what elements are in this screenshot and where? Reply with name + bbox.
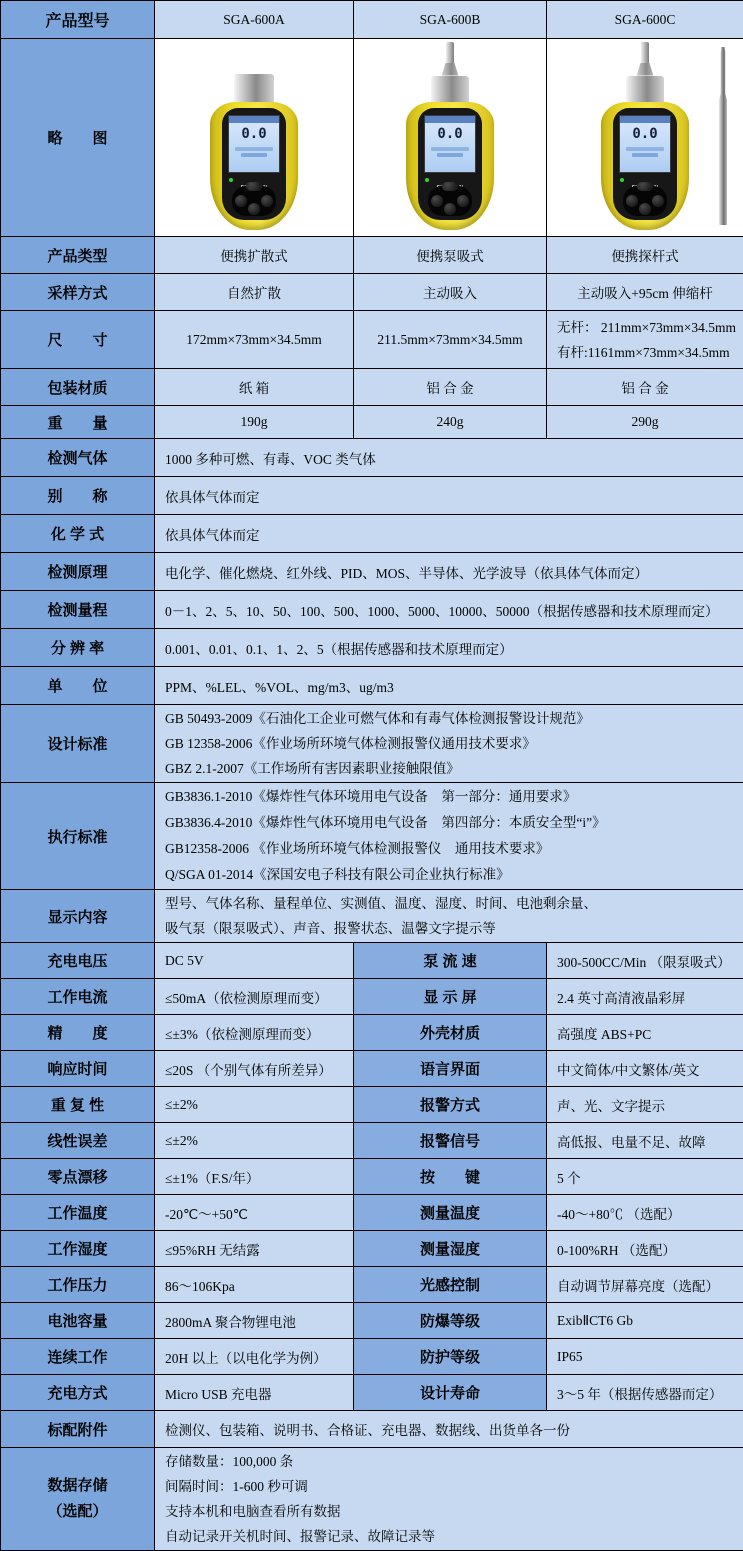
cell-sga-600b: 主动吸入 xyxy=(354,274,547,311)
row-label: 分 辨 率 xyxy=(1,629,155,667)
spec-row xyxy=(1,1267,743,1303)
row-label: 标配附件 xyxy=(1,1411,155,1448)
spec-label: 光感控制 xyxy=(354,1267,547,1303)
row-value: 1000 多种可燃、有毒、VOC 类气体 xyxy=(155,439,743,477)
spec-label: 工作电流 xyxy=(1,979,155,1015)
spec-label: 精 度 xyxy=(1,1015,155,1051)
spec-label: 显 示 屏 xyxy=(354,979,547,1015)
sketch-row xyxy=(1,39,743,237)
table-row-data-storage xyxy=(1,1448,743,1551)
sensor-cap xyxy=(431,76,469,104)
table-row-sampling xyxy=(1,274,743,311)
spec-label: 充电电压 xyxy=(1,943,155,979)
screen-titlebar xyxy=(229,116,279,123)
row-value: 依具体气体而定 xyxy=(155,477,743,515)
spec-value: 20H 以上（以电化学为例） xyxy=(155,1339,354,1375)
spec-label: 电池容量 xyxy=(1,1303,155,1339)
spec-value: Micro USB 充电器 xyxy=(155,1375,354,1411)
right-button-icon xyxy=(457,195,469,207)
spec-row xyxy=(1,979,743,1015)
device-screen xyxy=(619,115,671,173)
standard-line: GB12358-2006 《作业场所环境气体检测报警仪 通用技术要求》 xyxy=(165,836,737,862)
row-label: 产品类型 xyxy=(1,237,155,274)
model-name-sga-600c: SGA-600C xyxy=(547,1,743,39)
storage-label-line: 数据存储 xyxy=(2,1473,153,1499)
spec-value: 0-100%RH （选配） xyxy=(547,1231,743,1267)
spec-value: 自动调节屏幕亮度（选配） xyxy=(547,1267,743,1303)
cell-sga-600a: 172mm×73mm×34.5mm xyxy=(155,311,354,369)
screen-info-row xyxy=(241,153,267,157)
spec-value: 5 个 xyxy=(547,1159,743,1195)
spec-label: 重 复 性 xyxy=(1,1087,155,1123)
screen-info-row xyxy=(437,153,463,157)
row-value: 0－1、2、5、10、50、100、500、1000、5000、10000、50000（根据传感器和技术原理而定） xyxy=(155,591,743,629)
cell-sga-600c: 主动吸入+95cm 伸缩杆 xyxy=(547,274,743,311)
row-label: 检测气体 xyxy=(1,439,155,477)
row-label: 执行标准 xyxy=(1,783,155,890)
screen-info-row xyxy=(235,147,273,151)
sketch-cell-sga-600b xyxy=(354,39,547,237)
device-buttons xyxy=(623,186,667,216)
screen-reading: 0.0 xyxy=(620,123,670,145)
spec-label: 测量湿度 xyxy=(354,1231,547,1267)
spec-value: 高强度 ABS+PC xyxy=(547,1015,743,1051)
menu-button-icon xyxy=(637,182,653,191)
enter-button-icon xyxy=(444,203,456,215)
spec-label: 工作湿度 xyxy=(1,1231,155,1267)
device-body xyxy=(601,102,689,230)
table-row-accessories xyxy=(1,1411,743,1448)
power-led xyxy=(425,178,429,182)
spec-value: ≤±1%（F.S/年） xyxy=(155,1159,354,1195)
spec-value: 86～106Kpa xyxy=(155,1267,354,1303)
standard-line: GB 12358-2006《作业场所环境气体检测报警仪通用技术要求》 xyxy=(165,731,737,756)
table-row-resolution xyxy=(1,629,743,667)
device-body xyxy=(406,102,494,230)
row-value xyxy=(155,890,743,943)
table-row-display-content xyxy=(1,890,743,943)
menu-button-icon xyxy=(246,182,262,191)
probe-cone xyxy=(438,63,462,76)
row-label: 包装材质 xyxy=(1,369,155,406)
cell-sga-600c: 铝 合 金 xyxy=(547,369,743,406)
enter-button-icon xyxy=(639,203,651,215)
product-image-sga-600a xyxy=(193,42,315,234)
cell-sga-600c: 290g xyxy=(547,406,743,439)
cell-sga-600a: 自然扩散 xyxy=(155,274,354,311)
standard-line: GBZ 2.1-2007《工作场所有害因素职业接触限值》 xyxy=(165,756,737,781)
spec-label: 测量温度 xyxy=(354,1195,547,1231)
spec-row xyxy=(1,1375,743,1411)
row-label: 单 位 xyxy=(1,667,155,705)
standard-line: GB3836.4-2010《爆炸性气体环境用电气设备 第四部分：本质安全型“i”》 xyxy=(165,810,737,836)
left-button-icon xyxy=(626,195,638,207)
table-row-design-standard xyxy=(1,705,743,783)
row-value: 检测仪、包装箱、说明书、合格证、充电器、数据线、出货单各一份 xyxy=(155,1411,743,1448)
sensor-cap xyxy=(234,74,274,104)
storage-label-line: （选配） xyxy=(2,1499,153,1525)
spec-label: 防护等级 xyxy=(354,1339,547,1375)
spec-label: 语言界面 xyxy=(354,1051,547,1087)
dimension-without-rod: 无杆： 211mm×73mm×34.5mm xyxy=(557,315,737,340)
dimension-with-rod: 有杆:1161mm×73mm×34.5mm xyxy=(557,340,737,365)
row-label xyxy=(1,1448,155,1551)
spec-value: 3～5 年（根据传感器而定） xyxy=(547,1375,743,1411)
spec-label: 充电方式 xyxy=(1,1375,155,1411)
spec-value: 2800mA 聚合物锂电池 xyxy=(155,1303,354,1339)
spec-label: 线性误差 xyxy=(1,1123,155,1159)
screen-info-row xyxy=(632,153,658,157)
right-button-icon xyxy=(261,195,273,207)
standard-line: Q/SGA 01-2014《深国安电子科技有限公司企业执行标准》 xyxy=(165,862,737,888)
row-label: 检测量程 xyxy=(1,591,155,629)
table-row-detection-principle xyxy=(1,553,743,591)
cell-sga-600b: 240g xyxy=(354,406,547,439)
table-row-product-type xyxy=(1,237,743,274)
spec-value: ExibⅡCT6 Gb xyxy=(547,1303,743,1339)
cell-sga-600c: 便携探杆式 xyxy=(547,237,743,274)
row-label: 尺 寸 xyxy=(1,311,155,369)
spec-value: 2.4 英寸高清液晶彩屏 xyxy=(547,979,743,1015)
table-row-executive-standard xyxy=(1,783,743,890)
table-row-detected-gas xyxy=(1,439,743,477)
table-row-chemical-formula xyxy=(1,515,743,553)
spec-row xyxy=(1,1051,743,1087)
storage-line: 存储数量：100,000 条 xyxy=(165,1449,737,1474)
screen-titlebar xyxy=(620,116,670,123)
power-led xyxy=(229,178,233,182)
table-row-dimensions xyxy=(1,311,743,369)
row-value: 电化学、催化燃烧、红外线、PID、MOS、半导体、光学波导（依具体气体而定） xyxy=(155,553,743,591)
table-row-packing xyxy=(1,369,743,406)
spec-label: 报警方式 xyxy=(354,1087,547,1123)
spec-value: -20℃～+50℃ xyxy=(155,1195,354,1231)
model-name-sga-600b: SGA-600B xyxy=(354,1,547,39)
probe-cone xyxy=(633,63,657,76)
spec-value: IP65 xyxy=(547,1339,743,1375)
spec-value: ≤±3%（依检测原理而变） xyxy=(155,1015,354,1051)
cell-sga-600b: 铝 合 金 xyxy=(354,369,547,406)
spec-label: 零点漂移 xyxy=(1,1159,155,1195)
spec-row xyxy=(1,1159,743,1195)
spec-row xyxy=(1,1303,743,1339)
spec-label: 连续工作 xyxy=(1,1339,155,1375)
display-content-line: 型号、气体名称、量程单位、实测值、温度、湿度、时间、电池剩余量、 xyxy=(165,891,737,916)
row-label: 设计标准 xyxy=(1,705,155,783)
sketch-cell-sga-600c xyxy=(547,39,743,237)
left-button-icon xyxy=(431,195,443,207)
spec-value: 声、光、文字提示 xyxy=(547,1087,743,1123)
spec-value: ≤±2% xyxy=(155,1123,354,1159)
row-value: 依具体气体而定 xyxy=(155,515,743,553)
left-button-icon xyxy=(235,195,247,207)
telescopic-rod xyxy=(719,47,727,225)
row-value xyxy=(155,783,743,890)
cell-sga-600c xyxy=(547,311,743,369)
row-label-product-model: 产品型号 xyxy=(1,1,155,39)
table-row-unit xyxy=(1,667,743,705)
row-label: 显示内容 xyxy=(1,890,155,943)
spec-label: 按 键 xyxy=(354,1159,547,1195)
product-image-sga-600b xyxy=(389,42,511,234)
product-image-sga-600c xyxy=(584,42,706,234)
spec-row xyxy=(1,1123,743,1159)
standard-line: GB3836.1-2010《爆炸性气体环境用电气设备 第一部分：通用要求》 xyxy=(165,784,737,810)
row-label: 化 学 式 xyxy=(1,515,155,553)
table-row-weight xyxy=(1,406,743,439)
screen-reading: 0.0 xyxy=(229,123,279,145)
spec-row xyxy=(1,1087,743,1123)
spec-label: 外壳材质 xyxy=(354,1015,547,1051)
cell-sga-600a: 纸 箱 xyxy=(155,369,354,406)
device-buttons xyxy=(232,186,276,216)
spec-value: ≤20S （个别气体有所差异） xyxy=(155,1051,354,1087)
spec-label: 工作压力 xyxy=(1,1267,155,1303)
device-buttons xyxy=(428,186,472,216)
sensor-cap xyxy=(626,76,664,104)
screen-titlebar xyxy=(425,116,475,123)
spec-value: ≤50mA（依检测原理而变） xyxy=(155,979,354,1015)
standard-line: GB 50493-2009《石油化工企业可燃气体和有毒气体检测报警设计规范》 xyxy=(165,706,737,731)
header-row xyxy=(1,1,743,39)
spec-value: 高低报、电量不足、故障 xyxy=(547,1123,743,1159)
cell-sga-600b: 便携泵吸式 xyxy=(354,237,547,274)
sketch-cell-sga-600a xyxy=(155,39,354,237)
screen-info-row xyxy=(626,147,664,151)
spec-value: 300-500CC/Min （限泵吸式） xyxy=(547,943,743,979)
device-screen xyxy=(228,115,280,173)
spec-label: 工作温度 xyxy=(1,1195,155,1231)
cell-sga-600a: 便携扩散式 xyxy=(155,237,354,274)
row-label: 别 称 xyxy=(1,477,155,515)
device-screen xyxy=(424,115,476,173)
spec-value: DC 5V xyxy=(155,943,354,979)
spec-row xyxy=(1,1195,743,1231)
screen-reading: 0.0 xyxy=(425,123,475,145)
row-label: 检测原理 xyxy=(1,553,155,591)
cell-sga-600b: 211.5mm×73mm×34.5mm xyxy=(354,311,547,369)
pump-probe xyxy=(641,42,649,63)
spec-row xyxy=(1,1339,743,1375)
pump-probe xyxy=(446,42,454,63)
spec-row xyxy=(1,1015,743,1051)
device-body xyxy=(210,102,298,230)
storage-line: 支持本机和电脑查看所有数据 xyxy=(165,1499,737,1524)
spec-value: -40～+80℃ （选配） xyxy=(547,1195,743,1231)
model-name-sga-600a: SGA-600A xyxy=(155,1,354,39)
row-value: 0.001、0.01、0.1、1、2、5（根据传感器和技术原理而定） xyxy=(155,629,743,667)
row-label: 采样方式 xyxy=(1,274,155,311)
spec-value: ≤±2% xyxy=(155,1087,354,1123)
spec-label: 报警信号 xyxy=(354,1123,547,1159)
table-row-detection-range xyxy=(1,591,743,629)
enter-button-icon xyxy=(248,203,260,215)
spec-row xyxy=(1,943,743,979)
spec-value: 中文简体/中文繁体/英文 xyxy=(547,1051,743,1087)
spec-label: 泵 流 速 xyxy=(354,943,547,979)
storage-line: 间隔时间：1-600 秒可调 xyxy=(165,1474,737,1499)
spec-label: 设计寿命 xyxy=(354,1375,547,1411)
cell-sga-600a: 190g xyxy=(155,406,354,439)
screen-info-row xyxy=(431,147,469,151)
table-row-alias xyxy=(1,477,743,515)
row-value xyxy=(155,705,743,783)
power-led xyxy=(620,178,624,182)
spec-label: 防爆等级 xyxy=(354,1303,547,1339)
spec-value: ≤95%RH 无结露 xyxy=(155,1231,354,1267)
row-label-sketch: 略 图 xyxy=(1,39,155,237)
menu-button-icon xyxy=(442,182,458,191)
row-value xyxy=(155,1448,743,1551)
storage-line: 自动记录开关机时间、报警记录、故障记录等 xyxy=(165,1524,737,1549)
row-value: PPM、%LEL、%VOL、mg/m3、ug/m3 xyxy=(155,667,743,705)
row-label: 重 量 xyxy=(1,406,155,439)
spec-label: 响应时间 xyxy=(1,1051,155,1087)
right-button-icon xyxy=(652,195,664,207)
display-content-line: 吸气泵（限泵吸式）、声音、报警状态、温馨文字提示等 xyxy=(165,916,737,941)
spec-row xyxy=(1,1231,743,1267)
